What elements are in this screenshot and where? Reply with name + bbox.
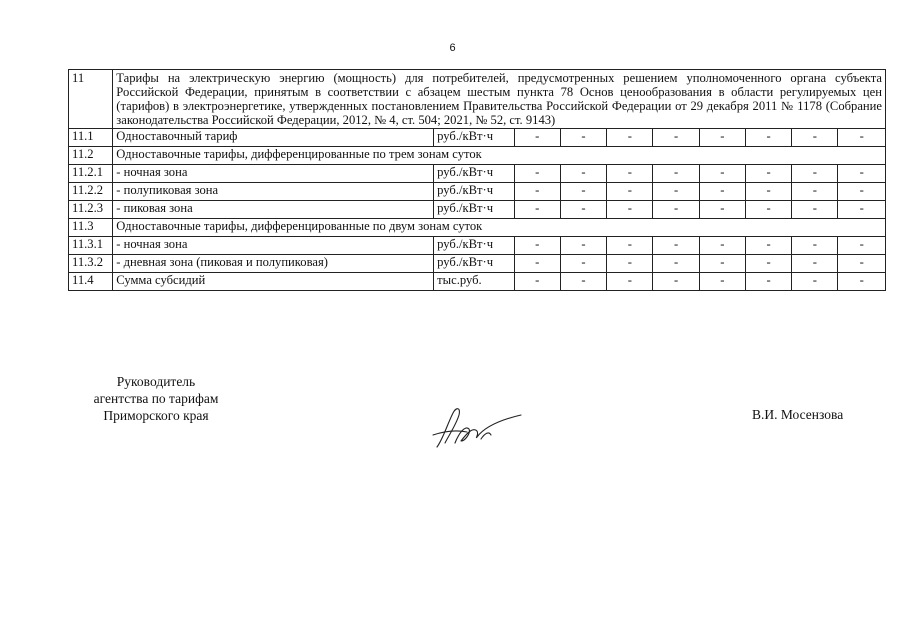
tariff-table bbox=[68, 69, 886, 291]
value-cell: - bbox=[745, 273, 791, 291]
value-cell: - bbox=[607, 237, 653, 255]
value-cell: - bbox=[792, 201, 838, 219]
value-cell: - bbox=[792, 255, 838, 273]
row-unit: руб./кВт·ч bbox=[434, 255, 514, 273]
row-number: 11.2 bbox=[69, 147, 113, 165]
value-cell: - bbox=[699, 255, 745, 273]
row-unit: тыс.руб. bbox=[434, 273, 514, 291]
value-cell: - bbox=[607, 255, 653, 273]
signatory-position-line: Приморского края bbox=[103, 408, 209, 423]
value-cell: - bbox=[560, 129, 606, 147]
value-cell: - bbox=[792, 237, 838, 255]
value-cell: - bbox=[699, 129, 745, 147]
value-cell: - bbox=[745, 165, 791, 183]
value-cell: - bbox=[653, 183, 699, 201]
row-number: 11.4 bbox=[69, 273, 113, 291]
value-cell: - bbox=[653, 165, 699, 183]
value-cell: - bbox=[792, 273, 838, 291]
row-number: 11.3.2 bbox=[69, 255, 113, 273]
value-cell: - bbox=[838, 273, 886, 291]
row-number: 11 bbox=[69, 70, 113, 129]
table-row bbox=[69, 255, 886, 273]
value-cell: - bbox=[699, 273, 745, 291]
signatory-name: В.И. Мосензова bbox=[752, 407, 844, 422]
value-cell: - bbox=[838, 201, 886, 219]
value-cell: - bbox=[745, 201, 791, 219]
row-number: 11.2.1 bbox=[69, 165, 113, 183]
table-row bbox=[69, 165, 886, 183]
value-cell: - bbox=[699, 183, 745, 201]
row-unit: руб./кВт·ч bbox=[434, 237, 514, 255]
value-cell: - bbox=[560, 255, 606, 273]
value-cell: - bbox=[792, 165, 838, 183]
value-cell: - bbox=[838, 183, 886, 201]
value-cell: - bbox=[514, 165, 560, 183]
value-cell: - bbox=[653, 273, 699, 291]
row-name: Одноставочный тариф bbox=[113, 129, 434, 147]
value-cell: - bbox=[699, 165, 745, 183]
signatory-position bbox=[62, 373, 250, 424]
value-cell: - bbox=[607, 183, 653, 201]
value-cell: - bbox=[653, 201, 699, 219]
value-cell: - bbox=[607, 165, 653, 183]
value-cell: - bbox=[514, 201, 560, 219]
value-cell: - bbox=[560, 183, 606, 201]
row-name: Сумма субсидий bbox=[113, 273, 434, 291]
table-row bbox=[69, 183, 886, 201]
value-cell: - bbox=[514, 129, 560, 147]
value-cell: - bbox=[653, 237, 699, 255]
value-cell: - bbox=[607, 129, 653, 147]
row-unit: руб./кВт·ч bbox=[434, 201, 514, 219]
row-description: Тарифы на электрическую энергию (мощность) для потребителей, предусмотренных решением уполномоченного органа субъекта Российской Федерации, принятым в соответствии с абзацем шестым пункта 78 Основ ценообразования в области регулируемых цен (тарифов) в электроэнергетике, утвержденных постановлением Правительства Российской Федерации от 29 декабря 2011 № 1178 (Собрание законодательства Российской Федерации, 2012, № 4, ст. 504; 2021, № 52, ст. 9143) bbox=[113, 70, 886, 129]
row-unit: руб./кВт·ч bbox=[434, 129, 514, 147]
value-cell: - bbox=[792, 129, 838, 147]
row-number: 11.2.3 bbox=[69, 201, 113, 219]
table-row bbox=[69, 273, 886, 291]
value-cell: - bbox=[745, 255, 791, 273]
value-cell: - bbox=[699, 201, 745, 219]
value-cell: - bbox=[838, 129, 886, 147]
value-cell: - bbox=[607, 201, 653, 219]
value-cell: - bbox=[699, 237, 745, 255]
value-cell: - bbox=[560, 165, 606, 183]
value-cell: - bbox=[514, 183, 560, 201]
signatory-position-line: агентства по тарифам bbox=[93, 391, 219, 406]
table-row bbox=[69, 201, 886, 219]
page-number: 6 bbox=[449, 42, 456, 54]
table-row bbox=[69, 70, 886, 129]
value-cell: - bbox=[560, 237, 606, 255]
table-row bbox=[69, 129, 886, 147]
row-number: 11.3.1 bbox=[69, 237, 113, 255]
value-cell: - bbox=[560, 201, 606, 219]
value-cell: - bbox=[838, 237, 886, 255]
signatory-position-line: Руководитель bbox=[116, 374, 196, 389]
row-name: - пиковая зона bbox=[113, 201, 434, 219]
section-title: Одноставочные тарифы, дифференцированные по двум зонам суток bbox=[113, 219, 886, 237]
value-cell: - bbox=[653, 129, 699, 147]
table-section-row bbox=[69, 147, 886, 165]
row-name: - полупиковая зона bbox=[113, 183, 434, 201]
value-cell: - bbox=[514, 255, 560, 273]
row-name: - ночная зона bbox=[113, 165, 434, 183]
row-name: - дневная зона (пиковая и полупиковая) bbox=[113, 255, 434, 273]
value-cell: - bbox=[745, 237, 791, 255]
value-cell: - bbox=[514, 273, 560, 291]
handwritten-signature bbox=[425, 403, 525, 453]
value-cell: - bbox=[745, 183, 791, 201]
value-cell: - bbox=[607, 273, 653, 291]
row-unit: руб./кВт·ч bbox=[434, 183, 514, 201]
value-cell: - bbox=[514, 237, 560, 255]
row-name: - ночная зона bbox=[113, 237, 434, 255]
row-number: 11.2.2 bbox=[69, 183, 113, 201]
table-section-row bbox=[69, 219, 886, 237]
value-cell: - bbox=[838, 165, 886, 183]
value-cell: - bbox=[838, 255, 886, 273]
table-row bbox=[69, 237, 886, 255]
row-number: 11.1 bbox=[69, 129, 113, 147]
value-cell: - bbox=[560, 273, 606, 291]
row-number: 11.3 bbox=[69, 219, 113, 237]
value-cell: - bbox=[745, 129, 791, 147]
value-cell: - bbox=[653, 255, 699, 273]
value-cell: - bbox=[792, 183, 838, 201]
section-title: Одноставочные тарифы, дифференцированные по трем зонам суток bbox=[113, 147, 886, 165]
row-unit: руб./кВт·ч bbox=[434, 165, 514, 183]
